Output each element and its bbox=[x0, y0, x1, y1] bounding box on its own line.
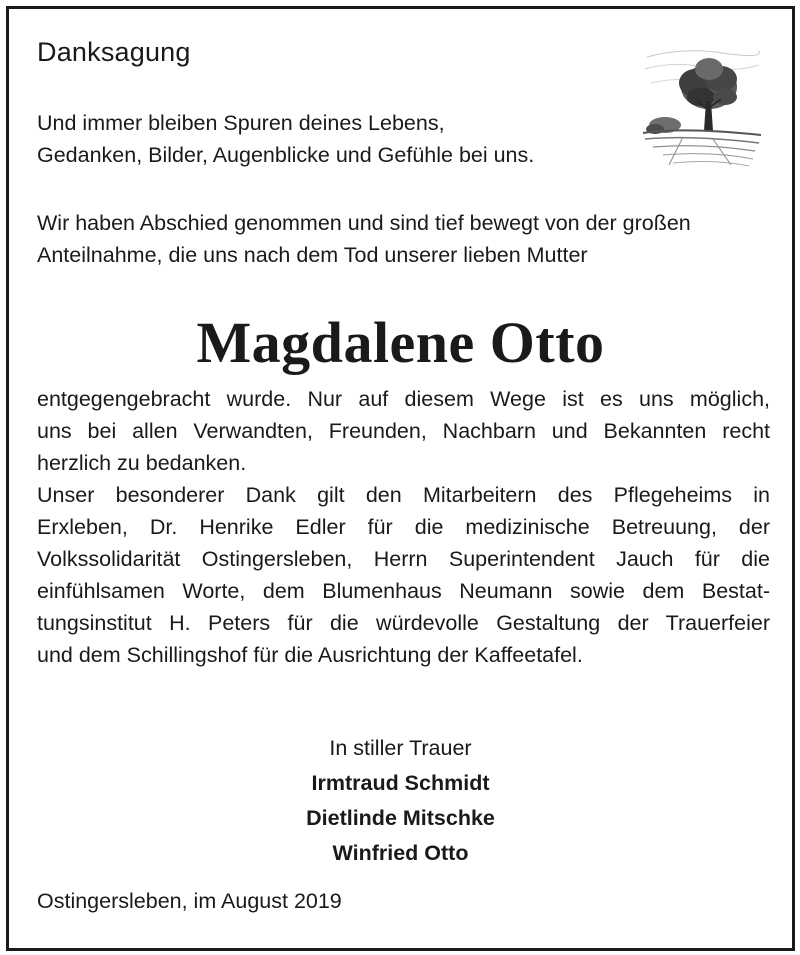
body-line: herzlich zu bedanken. bbox=[37, 451, 247, 475]
poem-line: Und immer bleiben Spuren deines Lebens, bbox=[37, 111, 445, 135]
heading: Danksagung bbox=[37, 37, 191, 67]
body-line: entgegengebracht wurde. Nur auf diesem Wege ist es uns möglich, bbox=[37, 387, 770, 411]
mourner-name: Dietlinde Mitschke bbox=[306, 806, 495, 830]
intro-line: Wir haben Abschied genommen und sind tief bewegt von der großen bbox=[37, 211, 691, 235]
deceased-name: Magdalene Otto bbox=[196, 310, 605, 375]
body-line: Volkssolidarität Ostingersleben, Herrn Superintendent Jauch für die bbox=[37, 547, 770, 571]
place-date: Ostingersleben, im August 2019 bbox=[37, 889, 342, 913]
intro-paragraph bbox=[37, 207, 767, 271]
intro-line: Anteilnahme, die uns nach dem Tod unserer lieben Mutter bbox=[37, 243, 588, 267]
body-line: und dem Schillingshof für die Ausrichtung der Kaffeetafel. bbox=[37, 643, 583, 667]
mourning-line: In stiller Trauer bbox=[329, 736, 472, 760]
tree-landscape-icon bbox=[643, 39, 761, 169]
body-paragraph bbox=[37, 383, 770, 671]
poem bbox=[37, 107, 534, 171]
obituary-card bbox=[6, 6, 795, 951]
mourners-block bbox=[9, 731, 792, 871]
poem-line: Gedanken, Bilder, Augenblicke und Gefühle bei uns. bbox=[37, 143, 535, 167]
body-line: uns bei allen Verwandten, Freunden, Nachbarn und Bekannten recht bbox=[37, 419, 770, 443]
body-line: Erxleben, Dr. Henrike Edler für die medizinische Betreuung, der bbox=[37, 515, 770, 539]
body-line: Unser besonderer Dank gilt den Mitarbeitern des Pflegeheims in bbox=[37, 483, 770, 507]
body-line: einfühlsamen Worte, dem Blumenhaus Neumann sowie dem Bestat- bbox=[37, 579, 770, 603]
body-line: tungsinstitut H. Peters für die würdevolle Gestaltung der Trauerfeier bbox=[37, 611, 770, 635]
mourner-name: Irmtraud Schmidt bbox=[311, 771, 490, 795]
mourner-name: Winfried Otto bbox=[332, 841, 469, 865]
